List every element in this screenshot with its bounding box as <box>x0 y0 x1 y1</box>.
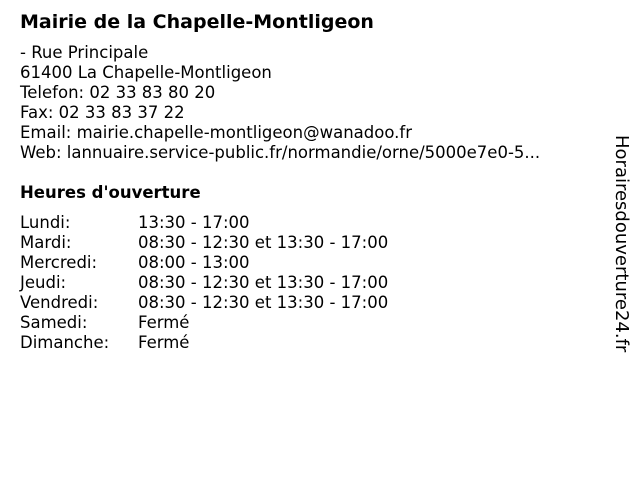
street-line: - Rue Principale <box>20 43 149 62</box>
page-title: Mairie de la Chapelle-Montligeon <box>20 11 374 33</box>
time-value: 08:30 - 12:30 et 13:30 - 17:00 <box>138 233 389 252</box>
time-value: 08:00 - 13:00 <box>138 253 250 272</box>
time-value: 08:30 - 12:30 et 13:30 - 17:00 <box>138 273 389 292</box>
time-value: Fermé <box>138 333 190 352</box>
hours-heading: Heures d'ouverture <box>20 183 201 202</box>
day-label: Mercredi: <box>20 253 98 272</box>
time-value: 08:30 - 12:30 et 13:30 - 17:00 <box>138 293 389 312</box>
day-label: Jeudi: <box>20 273 67 292</box>
web-line: Web: lannuaire.service-public.fr/normandie/orne/5000e7e0-5... <box>20 143 541 162</box>
day-label: Dimanche: <box>20 333 110 352</box>
day-label: Samedi: <box>20 313 88 332</box>
time-value: Fermé <box>138 313 190 332</box>
time-value: 13:30 - 17:00 <box>138 213 250 232</box>
fax-line: Fax: 02 33 83 37 22 <box>20 103 185 122</box>
site-watermark: Horairesdouverture24.fr <box>611 135 632 353</box>
email-line: Email: mairie.chapelle-montligeon@wanadoo.fr <box>20 123 412 142</box>
day-label: Lundi: <box>20 213 71 232</box>
city-line: 61400 La Chapelle-Montligeon <box>20 63 272 82</box>
day-label: Vendredi: <box>20 293 99 312</box>
day-label: Mardi: <box>20 233 72 252</box>
address-block <box>20 43 540 163</box>
phone-line: Telefon: 02 33 83 80 20 <box>20 83 216 102</box>
